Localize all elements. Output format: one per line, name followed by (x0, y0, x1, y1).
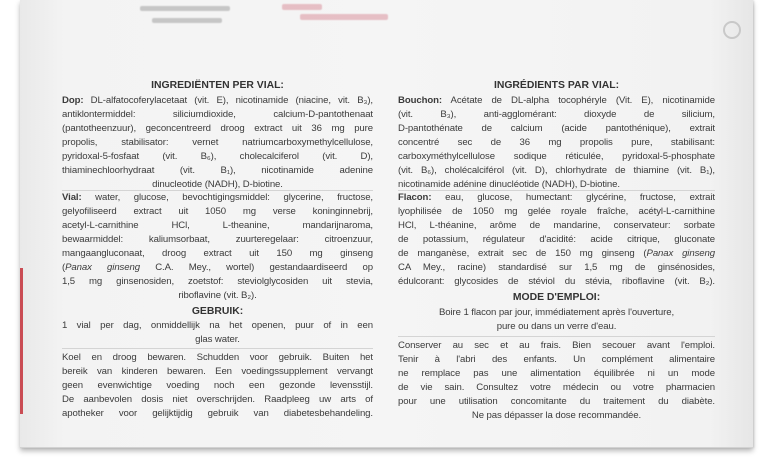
storage-warnings-paragraph (398, 339, 715, 423)
text-line-content (62, 205, 373, 219)
text-line (398, 219, 715, 233)
text-line (62, 319, 373, 333)
text-segment: Tenir à l'abri des enfants. Un complément alimentaire (398, 354, 715, 365)
text-line-content (62, 122, 373, 136)
text-segment: nicotinamide adénine dinucléotide (NADH), D-biotine. (398, 179, 620, 190)
text-segment: Boire 1 flacon par jour, immédiatement après l'ouverture, (438, 307, 675, 318)
text-segment: ( (62, 262, 66, 273)
text-segment: pure ou dans un verre d'eau. (496, 321, 617, 332)
text-line (62, 365, 373, 379)
text-line-content (62, 219, 373, 233)
text-segment: CA Mey., racine) standardisé sur 1,5 mg de ginsénosides, (398, 262, 715, 273)
text-line-content (62, 365, 373, 379)
text-segment: de potassium, régulateur d'acidité: acide citrique, gluconate (398, 234, 715, 245)
text-segment: édulcorant: glycosides de stéviol du stévia, riboflavine (vit. B₂). (398, 276, 715, 287)
circle-mark-icon (723, 21, 741, 39)
text-line (398, 150, 715, 164)
text-line (62, 136, 373, 150)
italic-text: Panax ginseng (65, 262, 140, 273)
vial-ingredients-paragraph (398, 191, 715, 289)
text-segment: gelyofiliseerd extract uit 1050 mg verse koninginnebrij, (62, 206, 373, 217)
text-segment: pyridoxal-5-fosfaat (vit. B₆), cholecalciferol (vit. D), (62, 151, 373, 162)
text-segment: (pantotheenzuur), geconcentreerd droog extract uit 36 mg pure (62, 123, 373, 134)
usage-paragraph (398, 306, 715, 334)
text-segment: bereik van kinderen bewaren. Een voedingssupplement vervangt (62, 366, 373, 377)
text-segment: eau, glucose, humectant: glycérine, fructose, extrait (431, 192, 715, 203)
text-line-content (62, 150, 373, 164)
text-line-content (398, 150, 715, 164)
text-line-content (62, 94, 373, 108)
text-segment: DL-alfatocoferylacetaat (vit. E), nicotinamide (niacine, vit. B₃), (83, 95, 373, 106)
section-divider (398, 336, 715, 337)
text-line-content (398, 353, 715, 367)
text-segment: de manganèse, extrait sec de 150 mg ginseng ( (398, 248, 647, 259)
text-line-content (398, 275, 715, 289)
text-line-content (398, 205, 715, 219)
text-line (62, 351, 373, 365)
text-line (398, 191, 715, 205)
text-line-content (398, 136, 715, 150)
text-segment: concentré sec de 36 mg propolis pure, stabilisant: (398, 137, 715, 148)
text-line (398, 94, 715, 108)
text-segment: thiaminechloorhydraat (vit. B₁), nicotinamide adenine (62, 165, 373, 176)
ingredients-heading: INGRÉDIENTS PAR VIAL: (493, 80, 620, 91)
dutch-text-column (62, 0, 373, 440)
text-line (398, 275, 715, 289)
text-line-content (62, 407, 373, 421)
cap-ingredients-paragraph (62, 94, 373, 192)
text-segment: pour une utilisation concomitante du traitement du diabète. (398, 396, 715, 407)
text-line (62, 122, 373, 136)
text-line-content (62, 379, 373, 393)
text-line (398, 164, 715, 178)
text-line-content (62, 233, 373, 247)
text-segment: (vit. B₆), cholécalciférol (vit. D), chlorhydrate de thiamine (vit. B₁), (398, 165, 715, 176)
text-segment: HCl, L-théanine, arôme de mandarine, conservateur: sorbate (398, 220, 715, 231)
french-text-column (398, 0, 715, 440)
text-segment: bewaarmiddel: kaliumsorbaat, zuurteregelaar: citroenzuur, (62, 234, 373, 245)
storage-warnings-paragraph (62, 351, 373, 421)
cap-ingredients-paragraph (398, 94, 715, 192)
text-line (398, 205, 715, 219)
text-line-content (398, 381, 715, 395)
text-segment: riboflavine (vit. B₂). (178, 290, 257, 301)
text-segment: carboxyméthylcellulose sodique réticulée, pyridoxal-5-phosphate (398, 151, 715, 162)
text-line (398, 233, 715, 247)
text-segment: Koel en droog bewaren. Schudden voor gebruik. Buiten het (62, 352, 373, 363)
text-line-content (398, 395, 715, 409)
text-line-content (398, 367, 715, 381)
text-line-content (62, 351, 373, 365)
text-line-content (398, 94, 715, 108)
red-edge-stripe (20, 268, 23, 414)
text-segment: ne remplace pas une alimentation équilibrée ni un mode (398, 368, 715, 379)
text-segment: D-pantothénate de calcium (acide pantothénique), extrait (398, 123, 715, 134)
text-line (398, 339, 715, 353)
vial-ingredients-paragraph (62, 191, 373, 303)
text-segment: Ne pas dépasser la dose recommandée. (471, 410, 642, 421)
text-line-content (497, 320, 617, 334)
text-line (62, 407, 373, 421)
text-segment: lyophilisée de 1050 mg gelée royale fraîche, acétyl-L-carnithine (398, 206, 715, 217)
text-line (62, 108, 373, 122)
text-line-content (398, 191, 715, 205)
text-line (398, 136, 715, 150)
text-segment: acetyl-L-carnithine HCl, L-theanine, mandarijnaroma, (62, 220, 374, 231)
text-line (62, 289, 373, 303)
text-line (398, 261, 715, 275)
text-segment: Acétate de DL-alpha tocophéryle (Vit. E), nicotinamide (441, 95, 715, 106)
usage-heading: MODE D'EMPLOI: (512, 292, 601, 303)
usage-heading: GEBRUIK: (191, 306, 244, 317)
text-line (62, 191, 373, 205)
text-segment: (vit. B₃), anti-agglomérant: dioxyde de silicium, (398, 109, 715, 120)
text-line-content (195, 333, 240, 347)
text-line (62, 393, 373, 407)
text-line (62, 379, 373, 393)
text-line (398, 367, 715, 381)
text-line-content (62, 191, 373, 205)
text-segment: geen evenwichtige voeding noch een gezonde levensstijl. (62, 380, 373, 391)
text-line (62, 94, 373, 108)
text-line-content (398, 164, 715, 178)
text-line (62, 261, 373, 275)
text-line (398, 395, 715, 409)
text-line (398, 306, 715, 320)
text-line-content (398, 122, 715, 136)
text-line (398, 122, 715, 136)
label-lead: Vial: (62, 192, 82, 203)
text-segment: propolis, stabilisator: vernet natriumcarboxymethylcellulose, (62, 137, 373, 148)
text-line-content (398, 233, 715, 247)
text-line (62, 333, 373, 347)
section-divider (62, 348, 373, 349)
text-line-content (398, 219, 715, 233)
label-lead: Bouchon: (398, 95, 442, 106)
text-segment: water, glucose, bevochtigingsmiddel: glycerine, fructose, (81, 192, 373, 203)
text-line (62, 275, 373, 289)
text-segment: apotheker voor gelijktijdig gebruik van diabetesbehandeling. (62, 408, 373, 419)
text-line-content (62, 393, 373, 407)
text-line (398, 108, 715, 122)
text-line-content (398, 108, 715, 122)
usage-paragraph (62, 319, 373, 347)
text-line-content (62, 261, 373, 275)
text-segment: Conserver au sec et au frais. Bien secouer avant l'emploi. (398, 340, 715, 351)
text-line (398, 409, 715, 423)
text-line (398, 381, 715, 395)
text-line-content (62, 247, 373, 261)
text-segment: dinucleotide (NADH), D-biotine. (152, 179, 283, 190)
text-line-content (178, 289, 256, 303)
text-segment: mangaangluconaat, droog extract uit 150 mg ginseng (62, 248, 373, 259)
text-line-content (398, 339, 715, 353)
text-line (398, 353, 715, 367)
text-segment: de vie sain. Consultez votre médecin ou votre pharmacien (398, 382, 715, 393)
text-segment: glas water. (195, 334, 240, 345)
text-line-content (62, 319, 373, 333)
label-lead: Dop: (62, 95, 84, 106)
text-segment: 1,5 mg ginsenosiden, zoetstof: steviolglycosiden uit stevia, (62, 276, 373, 287)
text-line-content (398, 261, 715, 275)
text-line (62, 219, 373, 233)
text-line-content (472, 409, 641, 423)
text-line-content (62, 164, 373, 178)
text-segment: 1 vial per dag, onmiddellijk na het openen, puur of in een (62, 320, 374, 331)
text-line-content (62, 108, 373, 122)
text-line-content (398, 247, 715, 261)
italic-text: Panax ginseng (646, 248, 715, 259)
text-line (62, 205, 373, 219)
text-line (62, 150, 373, 164)
label-lead: Flacon: (398, 192, 432, 203)
text-line (62, 247, 373, 261)
text-segment: antiklontermiddel: siliciumdioxide, calcium-D-pantothenaat (62, 109, 373, 120)
text-segment: C.A. Mey., wortel) gestandaardiseerd op (139, 262, 373, 273)
text-line-content (62, 136, 373, 150)
text-line (62, 233, 373, 247)
text-line-content (439, 306, 674, 320)
ingredients-heading: INGREDIËNTEN PER VIAL: (151, 80, 284, 91)
text-line (398, 320, 715, 334)
text-line (398, 247, 715, 261)
text-segment: De aanbevolen dosis niet overschrijden. Raadpleeg uw arts of (62, 394, 373, 405)
text-line-content (62, 275, 373, 289)
text-line (62, 164, 373, 178)
